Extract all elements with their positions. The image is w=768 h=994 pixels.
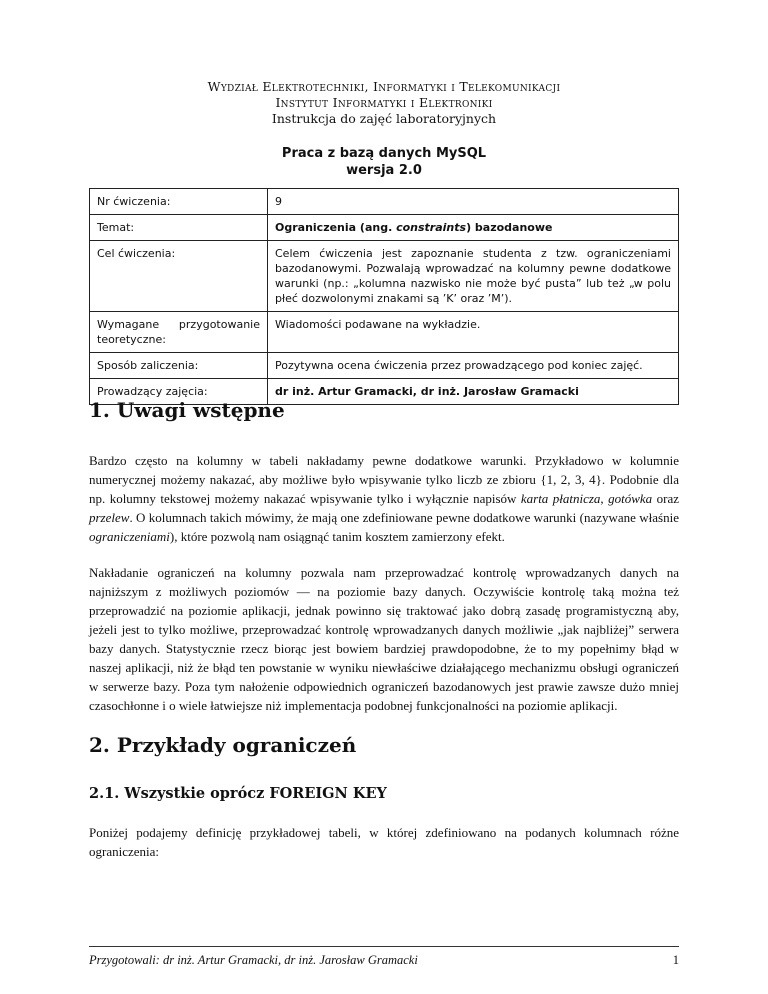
paragraph: Nakładanie ograniczeń na kolumny pozwala nam przeprowadzać kontrolę wprowadzanych danych na najniższym z możliwych poziomów — na poziomie bazy danych. Oczywiście kontrolę taką można też przeprowadzić na poziomie aplikacji, jednak powinno się traktować jako dobrą zasadę programistyczną aby, jeżeli jest to tylko możliwe, przeprowadzać kontrolę wprowadzanych danych możliwie „jak najbliżej” serwera bazy danych. Statystycznie rzecz biorąc jest bowiem bardziej prawdopodobne, że to my popełnimy błąd w naszej aplikacji, niż że błąd ten powstanie w wyniku niewłaściwe działającego mechanizmu obsługi ograniczeń w serwerze bazy. Poza tym nałożenie odpowiednich ograniczeń bazodanowych jest prawie zawsze dużo mniej czasochłonne i o wiele łatwiejsze niż implementacja podobnej funkcjonalności na poziomie aplikacji. <box>89 565 679 713</box>
row-value: Pozytywna ocena ćwiczenia przez prowadzącego pod koniec zajęć. <box>268 353 679 379</box>
footer-author: Przygotowali: dr inż. Artur Gramacki, dr inż. Jarosław Gramacki <box>89 953 418 967</box>
text-run: . O kolumnach takich mówimy, że mają one zdefiniowane pewne dodatkowe warunki (nazywane właśnie <box>129 510 679 525</box>
paragraph <box>89 451 679 546</box>
emphasis: przelew <box>89 510 130 525</box>
topic-emphasis: constraints <box>396 221 467 234</box>
table-row <box>90 312 679 353</box>
row-label: Cel ćwiczenia: <box>90 241 268 312</box>
faculty-name: Wydział Elektrotechniki, Informatyki i Telekomunikacji <box>207 79 561 94</box>
document-title: Praca z bazą danych MySQL <box>281 146 487 161</box>
section-heading: 1. Uwagi wstępne <box>89 398 285 422</box>
document-title-block <box>0 145 768 179</box>
table-row <box>90 353 679 379</box>
exercise-info-table <box>89 188 679 405</box>
text-run: , <box>600 491 609 506</box>
header <box>0 79 768 127</box>
subsection-heading: 2.1. Wszystkie oprócz FOREIGN KEY <box>89 785 387 802</box>
row-label: Prowadzący zajęcia: <box>90 379 268 405</box>
institute-name: Instytut Informatyki i Elektroniki <box>275 95 493 110</box>
topic-text-end: ) bazodanowe <box>466 221 553 234</box>
topic-text: Ograniczenia (ang. <box>275 221 397 234</box>
page-number: 1 <box>672 953 679 967</box>
row-label: Temat: <box>90 215 268 241</box>
row-label: Sposób zaliczenia: <box>90 353 268 379</box>
emphasis: ograniczeniami <box>89 529 170 544</box>
row-value: Celem ćwiczenia jest zapoznanie studenta z tzw. ograniczeniami bazodanowymi. Pozwalają wprowadzać na kolumny pewne dodatkowe warunki (np.: „kolumna nazwisko nie może być pusta” lub też „w polu płeć dozwolonymi znakami są ’K’ oraz ’M’). <box>268 241 679 312</box>
instruction-subtitle: Instrukcja do zajęć laboratoryjnych <box>271 111 497 126</box>
emphasis: karta płatnicza <box>520 491 601 506</box>
table-row <box>90 215 679 241</box>
row-label: Nr ćwiczenia: <box>90 189 268 215</box>
row-value: Wiadomości podawane na wykładzie. <box>268 312 679 353</box>
topic-value <box>268 215 679 241</box>
row-value: 9 <box>268 189 679 215</box>
row-value: dr inż. Artur Gramacki, dr inż. Jarosław Gramacki <box>268 379 679 405</box>
table-row <box>90 241 679 312</box>
section-heading: 2. Przykłady ograniczeń <box>89 733 357 757</box>
text-run: Bardzo często na kolumny w tabeli nakładamy pewne dodatkowe warunki. Przykładowo w kolumnie numerycznej możemy nakazać, aby możliwe było wpisywanie tylko liczb ze zbioru {1, 2, 3, 4}. Podobnie dla np. kolumny tekstowej możemy nakazać wpisywanie tylko i wyłącznie napisów <box>89 453 679 506</box>
document-version: wersja 2.0 <box>346 163 422 178</box>
footer-divider <box>89 946 679 947</box>
text-run: ), które pozwolą nam osiągnąć tanim kosztem zamierzony efekt. <box>169 529 505 544</box>
paragraph: Poniżej podajemy definicję przykładowej tabeli, w której zdefiniowano na podanych kolumnach różne ograniczenia: <box>89 825 679 859</box>
row-label: Wymagane przygotowanie teoretyczne: <box>90 312 268 353</box>
table-row <box>90 189 679 215</box>
emphasis: gotówka <box>608 491 653 506</box>
text-run: oraz <box>652 491 680 506</box>
